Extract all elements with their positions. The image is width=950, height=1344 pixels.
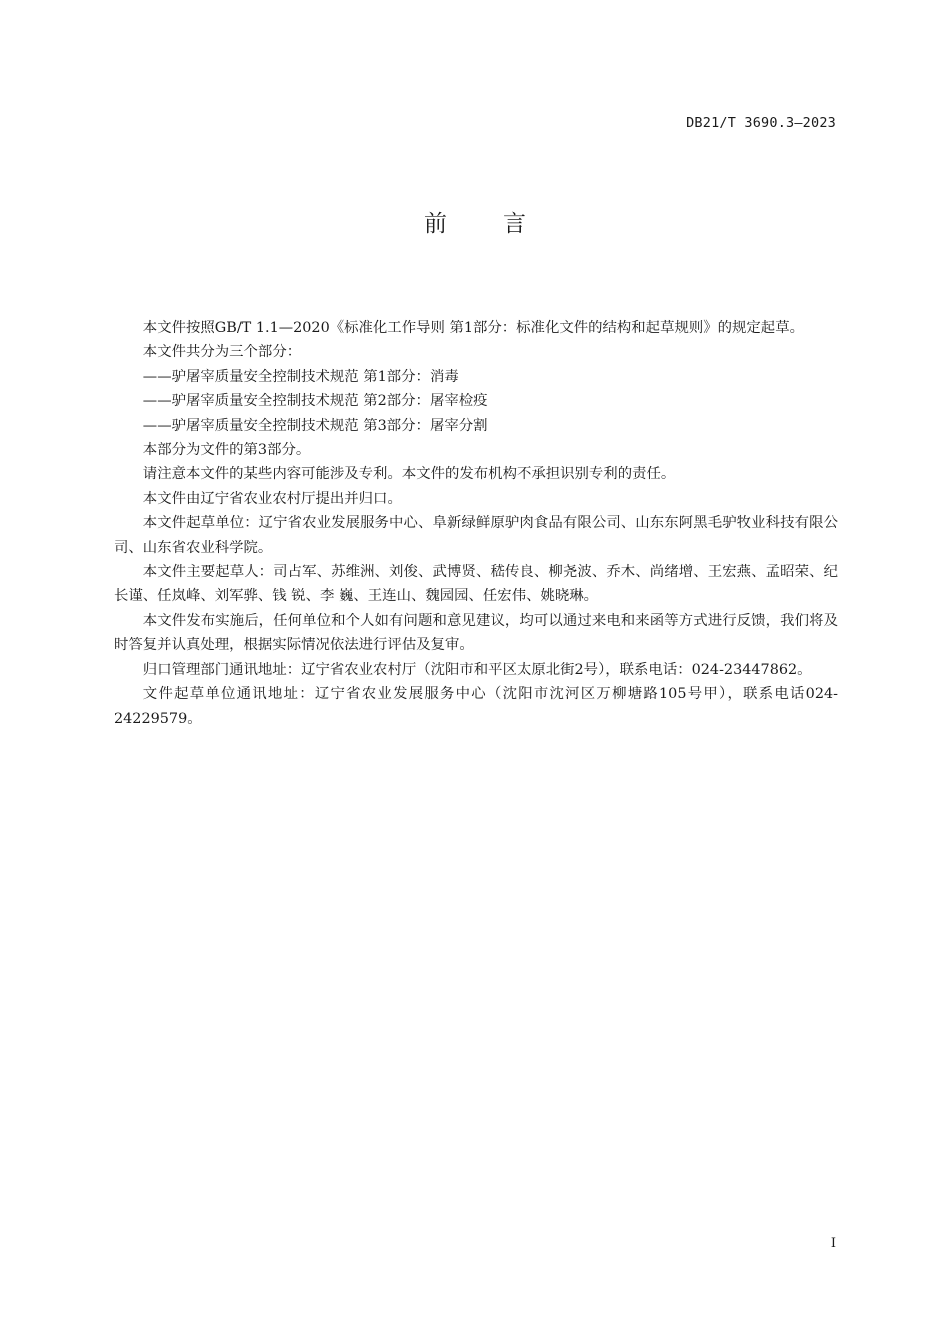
paragraph-drafting-rules: 本文件按照GB/T 1.1—2020《标准化工作导则 第1部分：标准化文件的结构和起草规则》的规定起草。	[142, 320, 804, 336]
paragraph-drafting-units: 本文件起草单位：辽宁省农业发展服务中心、阜新绿鲜原驴肉食品有限公司、山东东阿黑毛驴牧业科技有限公司、山东省农业科学院。	[114, 515, 838, 556]
paragraph-drafters: 本文件主要起草人：司占军、苏维洲、刘俊、武博贤、嵇传良、柳尧波、乔木、尚绪增、王宏燕、孟昭荣、纪长谨、任岚峰、刘军骅、钱 锐、李 巍、王连山、魏园园、任宏伟、姚晓琳。	[114, 564, 838, 605]
page-number: I	[830, 1236, 836, 1251]
foreword-body	[114, 316, 838, 731]
paragraph-admin-contact: 归口管理部门通讯地址：辽宁省农业农村厅（沈阳市和平区太原北街2号），联系电话：024-23447862。	[142, 661, 812, 678]
paragraph-drafter-contact: 文件起草单位通讯地址：辽宁省农业发展服务中心（沈阳市沈河区万柳塘路105号甲），联系电话024-24229579。	[114, 686, 838, 727]
document-code: DB21/T 3690.3—2023	[686, 115, 836, 131]
paragraph-feedback: 本文件发布实施后，任何单位和个人如有问题和意见建议，均可以通过来电和来函等方式进行反馈，我们将及时答复并认真处理，根据实际情况依法进行评估及复审。	[114, 612, 838, 654]
page-title: 前言	[424, 211, 582, 237]
paragraph-part-3: ——驴屠宰质量安全控制技术规范 第3部分：屠宰分割	[142, 417, 488, 434]
paragraph-proposer: 本文件由辽宁省农业农村厅提出并归口。	[142, 490, 402, 507]
paragraph-part-2: ——驴屠宰质量安全控制技术规范 第2部分：屠宰检疫	[142, 393, 488, 410]
paragraph-patent-notice: 请注意本文件的某些内容可能涉及专利。本文件的发布机构不承担识别专利的责任。	[142, 466, 676, 483]
paragraph-this-part: 本部分为文件的第3部分。	[142, 442, 311, 459]
paragraph-part-1: ——驴屠宰质量安全控制技术规范 第1部分：消毒	[142, 368, 459, 385]
paragraph-parts-intro: 本文件共分为三个部分：	[142, 344, 302, 361]
